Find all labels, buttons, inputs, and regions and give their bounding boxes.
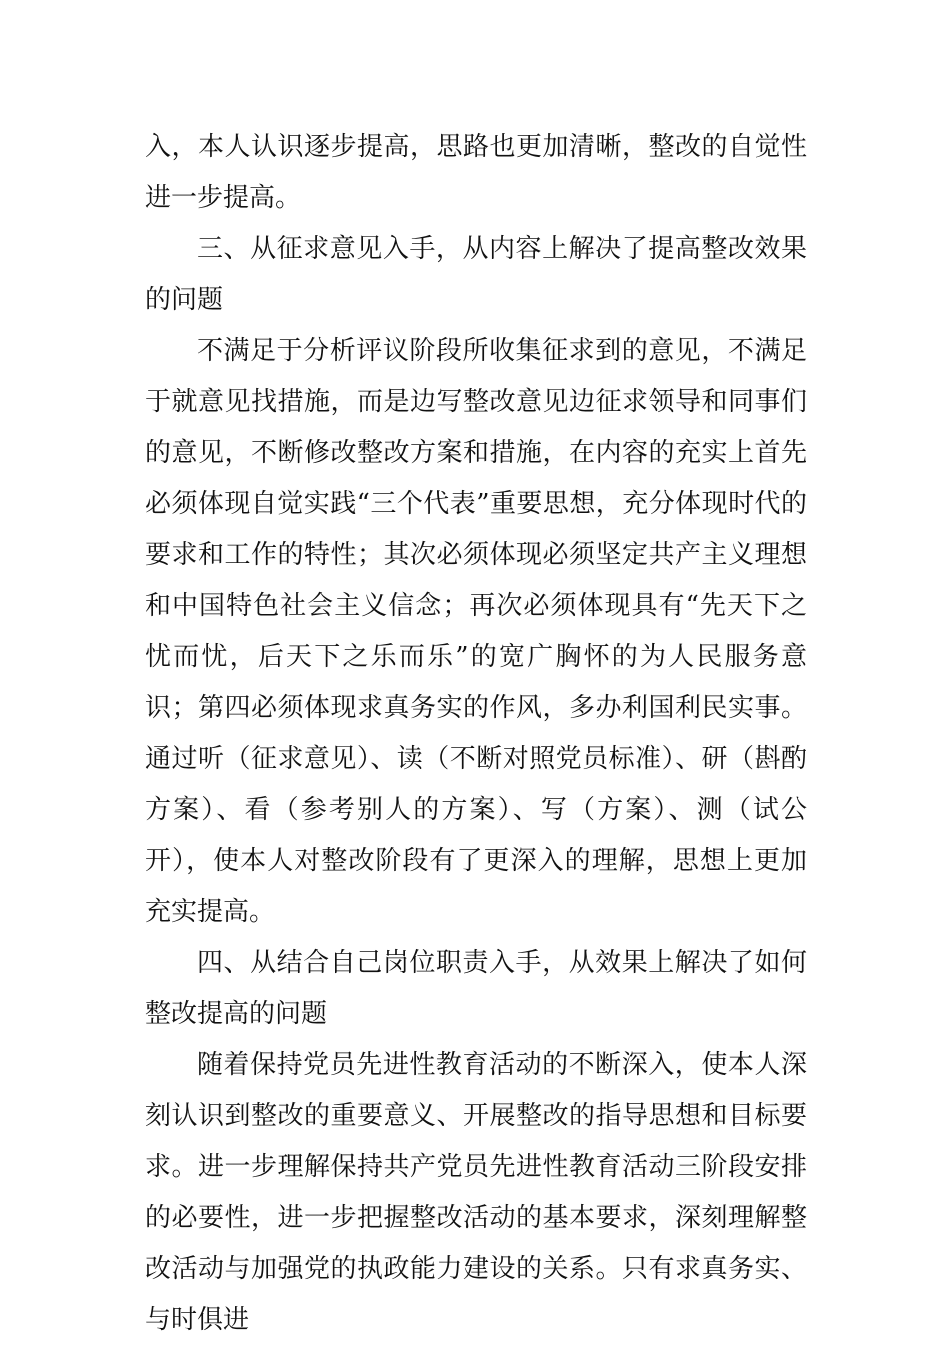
paragraph-section-four: 随着保持党员先进性教育活动的不断深入，使本人深刻认识到整改的重要意义、开展整改的指导思想和目标要求。进一步理解保持共产党员先进性教育活动三阶段安排的必要性，进一步把握整改活动的基本要求，深刻理解整改活动与加强党的执政能力建设的关系。只有求真务实、与时俱进 xyxy=(145,1050,807,1335)
section-heading-three: 三、从征求意见入手，从内容上解决了提高整改效果的问题 xyxy=(145,234,807,315)
paragraph-section-three: 不满足于分析评议阶段所收集征求到的意见，不满足于就意见找措施，而是边写整改意见边征求领导和同事们的意见，不断修改整改方案和措施，在内容的充实上首先必须体现自觉实践“三个代表”重要思想，充分体现时代的要求和工作的特性；其次必须体现必须坚定共产主义理想和中国特色社会主义信念；再次必须体现具有“先天下之忧而忧，后天下之乐而乐”的宽广胸怀的为人民服务意识；第四必须体现求真务实的作风，多办利国利民实事。通过听（征求意见）、读（不断对照党员标准）、研（斟酌方案）、看（参考别人的方案）、写（方案）、测（试公开），使本人对整改阶段有了更深入的理解，思想上更加充实提高。 xyxy=(145,336,807,927)
paragraph-continuation: 入，本人认识逐步提高，思路也更加清晰，整改的自觉性进一步提高。 xyxy=(145,132,807,213)
section-heading-four: 四、从结合自己岗位职责入手，从效果上解决了如何整改提高的问题 xyxy=(145,948,807,1029)
document-body xyxy=(145,122,807,1346)
